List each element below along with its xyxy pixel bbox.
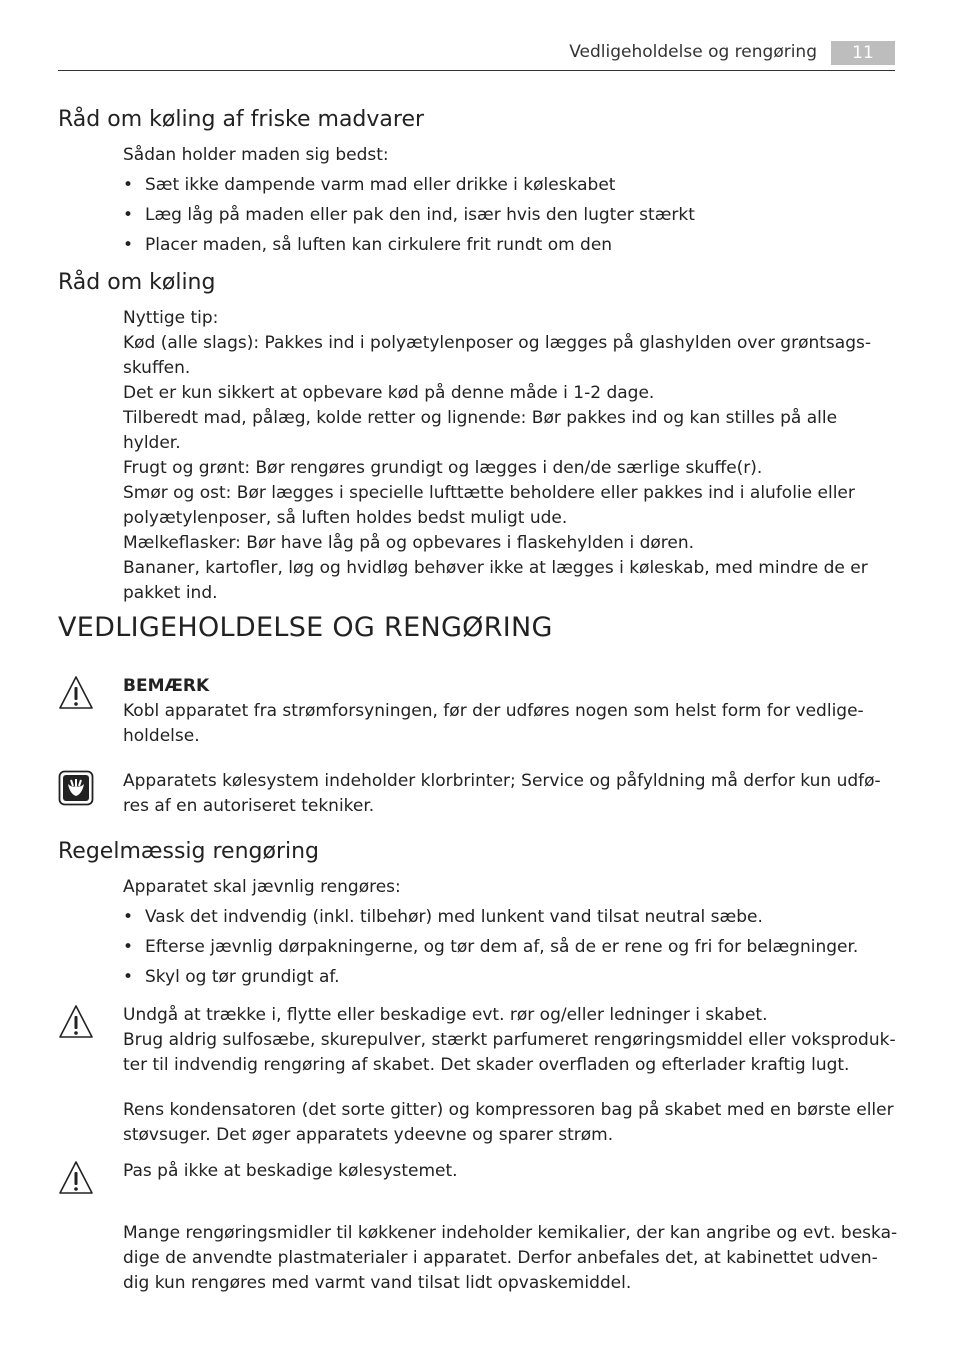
bullet-list [123, 170, 898, 260]
text-line: Mælkeflasker: Bør have låg på og opbevares i flaskehylden i døren. [123, 533, 695, 553]
text-line: Rens kondensatoren (det sorte gitter) og kompressoren bag på skabet med en børste eller [123, 1100, 894, 1120]
text-line: Smør og ost: Bør lægges i specielle lufttætte beholdere eller pakkes ind i alufolie eller [123, 483, 855, 503]
text-line: Nyttige tip: [123, 308, 219, 328]
warning-icon [58, 1160, 94, 1196]
list-item-text: Vask det indvendig (inkl. tilbehør) med lunkent vand tilsat neutral sæbe. [145, 907, 763, 927]
text-line: polyætylenposer, så luften holdes bedst muligt ude. [123, 508, 568, 528]
list-item-text: Sæt ikke dampende varm mad eller drikke i køleskabet [145, 175, 616, 195]
text-line: holdelse. [123, 726, 200, 746]
section-fresh-food-body [123, 143, 898, 260]
page-header [58, 40, 895, 71]
section-regular-cleaning-body [123, 875, 898, 992]
note-label: BEMÆRK [123, 676, 210, 696]
list-item [123, 932, 898, 962]
text-line: Frugt og grønt: Bør rengøres grundigt og lægges i den/de særlige skuffe(r). [123, 458, 763, 478]
note-refrigerant [123, 769, 898, 819]
environment-icon [58, 770, 94, 806]
list-item-text: Efterse jævnlig dørpakningerne, og tør dem af, så de er rene og fri for belægninger. [145, 937, 859, 957]
text-line: skuffen. [123, 358, 191, 378]
section-cooling-body [123, 306, 898, 606]
list-item [123, 902, 898, 932]
text-line: dige de anvendte plastmaterialer i apparatet. Derfor anbefales det, at kabinettet udven- [123, 1248, 878, 1268]
main-title: VEDLIGEHOLDELSE OG RENGØRING [58, 612, 553, 643]
section-intro: Apparatet skal jævnlig rengøres: [123, 877, 401, 897]
text-line: Kød (alle slags): Pakkes ind i polyætylenposer og lægges på glashylden over grøntsags- [123, 333, 871, 353]
text-line: Brug aldrig sulfosæbe, skurepulver, stærkt parfumeret rengøringsmiddel eller voksproduk- [123, 1030, 896, 1050]
text-line: Det er kun sikkert at opbevare kød på denne måde i 1-2 dage. [123, 383, 655, 403]
text-line: Bananer, kartofler, løg og hvidløg behøver ikke at lægges i køleskab, med mindre de er [123, 558, 868, 578]
text-line: støvsuger. Det øger apparatets ydeevne og sparer strøm. [123, 1125, 614, 1145]
condenser-paragraph [123, 1098, 898, 1148]
warning-cooling-system [123, 1159, 898, 1184]
header-title: Vedligeholdelse og rengøring [569, 42, 817, 62]
list-item [123, 962, 898, 992]
text-line: pakket ind. [123, 583, 218, 603]
text-line: ter til indvendig rengøring af skabet. Det skader overfladen og efterlader kraftig lugt. [123, 1055, 850, 1075]
section-heading-cooling: Råd om køling [58, 270, 216, 295]
bullet-icon: • [123, 967, 134, 987]
text-line: Apparatets kølesystem indeholder klorbrinter; Service og påfyldning må derfor kun udfø- [123, 771, 881, 791]
text-line: dig kun rengøres med varmt vand tilsat lidt opvaskemiddel. [123, 1273, 632, 1293]
text-line: Mange rengøringsmidler til køkkener indeholder kemikalier, der kan angribe og evt. beska- [123, 1223, 898, 1243]
warning-pipes [123, 1003, 898, 1078]
list-item-text: Læg låg på maden eller pak den ind, især hvis den lugter stærkt [145, 205, 695, 225]
bullet-icon: • [123, 205, 134, 225]
text-line: Undgå at trække i, flytte eller beskadige evt. rør og/eller ledninger i skabet. [123, 1005, 768, 1025]
bullet-icon: • [123, 907, 134, 927]
text-line: res af en autoriseret tekniker. [123, 796, 375, 816]
bullet-icon: • [123, 937, 134, 957]
text-line: Pas på ikke at beskadige kølesystemet. [123, 1161, 458, 1181]
bullet-list [123, 902, 898, 992]
list-item-text: Placer maden, så luften kan cirkulere frit rundt om den [145, 235, 613, 255]
list-item [123, 200, 898, 230]
section-intro: Sådan holder maden sig bedst: [123, 145, 389, 165]
text-line: Tilberedt mad, pålæg, kolde retter og lignende: Bør pakkes ind og kan stilles på alle hylder. [123, 408, 838, 453]
text-line: Kobl apparatet fra strømforsyningen, før der udføres nogen som helst form for vedlige- [123, 701, 864, 721]
list-item [123, 230, 898, 260]
warning-icon [58, 1004, 94, 1040]
cleaning-agents-paragraph [123, 1221, 898, 1296]
section-heading-regular-cleaning: Regelmæssig rengøring [58, 839, 320, 864]
warning-icon [58, 675, 94, 711]
bullet-icon: • [123, 235, 134, 255]
list-item [123, 170, 898, 200]
section-heading-fresh-food: Råd om køling af friske madvarer [58, 107, 425, 132]
page-number: 11 [831, 41, 895, 65]
note-disconnect [123, 674, 898, 749]
list-item-text: Skyl og tør grundigt af. [145, 967, 340, 987]
bullet-icon: • [123, 175, 134, 195]
